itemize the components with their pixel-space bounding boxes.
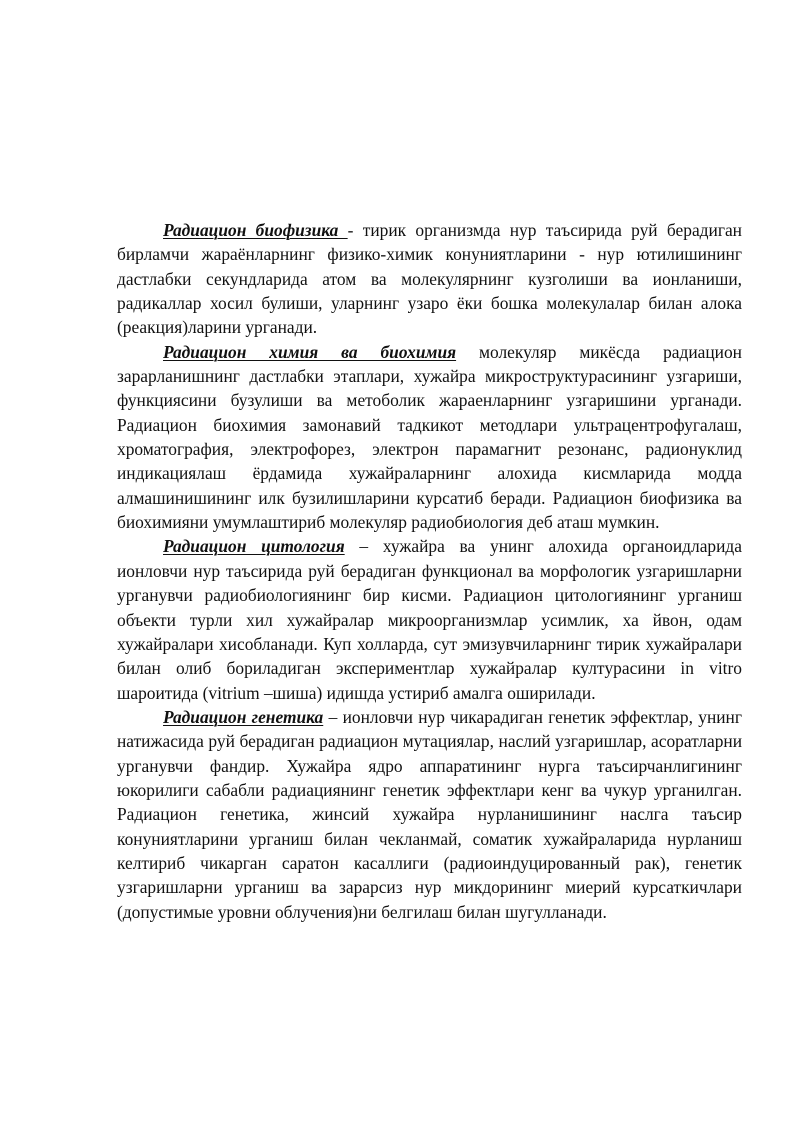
- paragraph-radiation-biophysics: [117, 218, 742, 340]
- term-radiation-chemistry: Радиацион химия ва биохимия: [163, 341, 457, 362]
- term-radiation-biophysics: Радиацион биофизика: [163, 220, 348, 240]
- paragraph-text: молекуляр микёсда радиацион зарарланишнинг дастлабки этаплари, хужайра микроструктурасининг узгариши, функциясини бузулиши ва метоболик жараенларнинг узгаришини урганади. Радиацион биохимия замонавий тадкикот методлари ультрацентрофугалаш, хроматография, электрофорез, электрон парамагнит резонанс, радионуклид индикациялаш ёрдамида хужайраларнинг алохида кисмларида модда алмашинишининг илк бузилишларини курсатиб беради. Радиацион биофизика ва биохимияни умумлаштириб молекуляр радиобиология деб аташ мумкин.: [117, 341, 742, 533]
- paragraph-text: – ионловчи нур чикарадиган генетик эффектлар, унинг натижасида руй берадиган радиацион мутациялар, наслий узгаришлар, асоратларни урганувчи фандир. Хужайра ядро аппаратининг нурга таъсирчанлигининг юкорилиги сабабли радиациянинг генетик эффектлари кенг ва чукур урганилган. Радиацион генетика, жинсий хужайра нурланишининг наслга таъсир конуниятларини урганиш билан чекланмай, соматик хужайраларида нурланиш келтириб чикарган саратон касаллиги (радиоиндуцированный рак), генетик узгаришларни урганиш ва зарарсиз нур микдорининг миерий курсаткичлари (допустимые уровни облучения)ни белгилаш билан шугулланади.: [117, 706, 742, 922]
- term-radiation-cytology: Радиацион цитология: [163, 536, 345, 557]
- paragraph-radiation-genetics: [117, 705, 742, 924]
- document-page: [117, 218, 742, 924]
- paragraph-text: - тирик организмда нур таъсирида руй берадиган бирламчи жараёнларнинг физико-химик конуниятларини - нур ютилишининг дастлабки секундларида атом ва молекулярнинг кузголиши ва ионланиши, радикаллар хосил булиши, уларнинг узаро ёки бошка молекулалар билан алока (реакция)ларини урганади.: [117, 220, 742, 338]
- term-radiation-genetics: Радиацион генетика: [163, 706, 324, 727]
- paragraph-radiation-chemistry: [117, 340, 742, 535]
- paragraph-text: – хужайра ва унинг алохида органоидларида ионловчи нур таъсирида руй берадиган функционал ва морфологик узгаришларни урганувчи радиобиологиянинг бир кисми. Радиацион цитологиянинг урганиш объекти турли хил хужайралар микроорганизмлар усимлик, ха йвон, одам хужайралари хисобланади. Куп холларда, сут эмизувчиларнинг тирик хужайралари билан олиб бориладиган экспериментлар хужайралар култyрасини in vitro шароитида (vitrium –шиша) идишда устириб амалга оширилади.: [117, 536, 742, 703]
- paragraph-radiation-cytology: [117, 534, 742, 704]
